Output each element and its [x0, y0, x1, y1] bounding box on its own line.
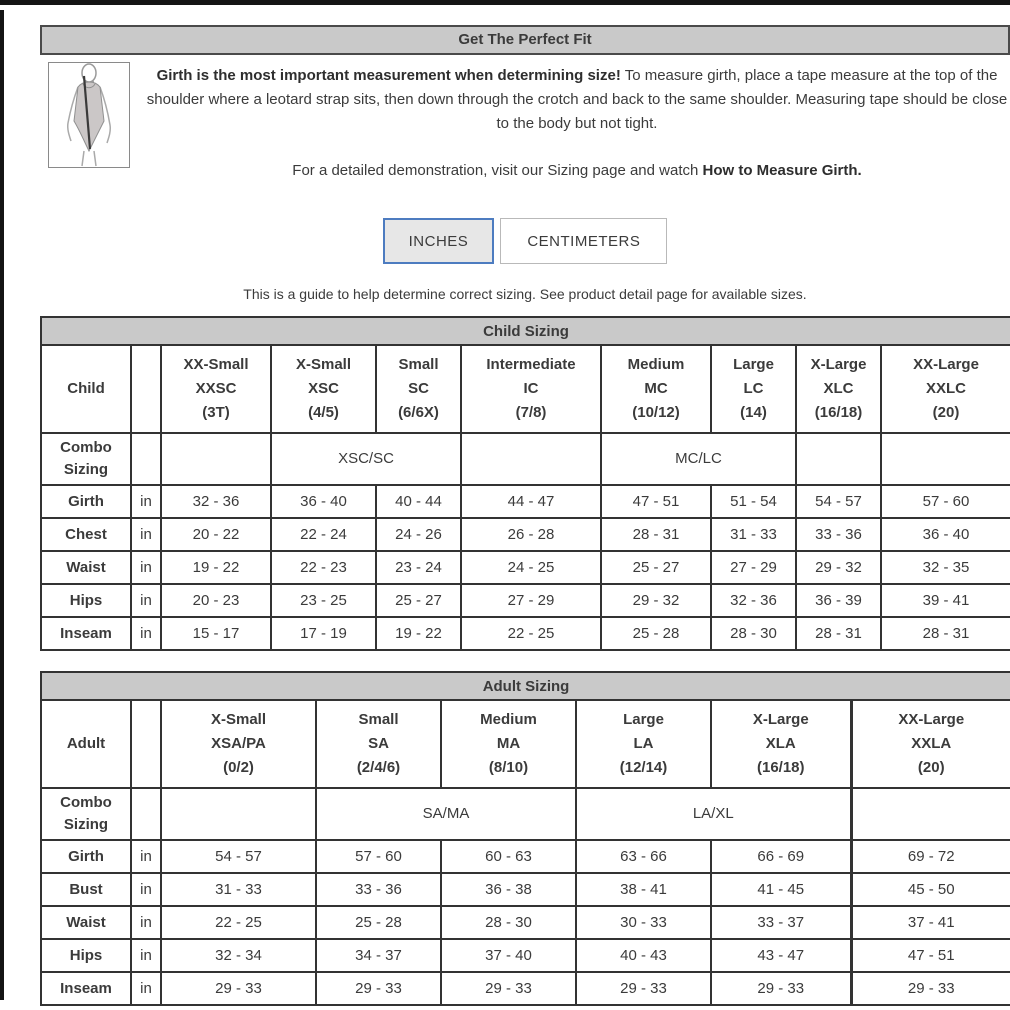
col-header-medium — [441, 700, 576, 788]
empty-cell — [161, 788, 316, 840]
value-cell: 41 - 45 — [711, 873, 851, 906]
value-cell: 28 - 31 — [601, 518, 711, 551]
child-table-title: Child Sizing — [41, 317, 1010, 345]
combo-xsc-sc: XSC/SC — [271, 433, 461, 485]
empty-cell — [851, 788, 1010, 840]
size-range: (12/14) — [619, 759, 668, 776]
col-header-x-large — [796, 345, 881, 433]
child-table-header-row — [41, 345, 1010, 433]
value-cell: 45 - 50 — [851, 873, 1010, 906]
value-cell: 32 - 35 — [881, 551, 1010, 584]
value-cell: 25 - 28 — [601, 617, 711, 650]
size-range: (2/4/6) — [356, 759, 401, 776]
value-cell: 38 - 41 — [576, 873, 711, 906]
combo-sizing-label: Combo Sizing — [41, 788, 131, 840]
demo-bold: How to Measure Girth. — [702, 162, 862, 179]
value-cell: 22 - 23 — [271, 551, 376, 584]
demo-prefix: For a detailed demonstration, visit our Sizing page and watch — [292, 162, 703, 179]
value-cell: 60 - 63 — [441, 840, 576, 873]
screenshot-top-border — [0, 0, 1010, 5]
row-label: Girth — [41, 840, 131, 873]
value-cell: 24 - 26 — [376, 518, 461, 551]
size-code: SA — [368, 735, 389, 752]
unit-col-header — [131, 345, 161, 433]
value-cell: 27 - 29 — [711, 551, 796, 584]
size-name: XX-Large — [898, 711, 965, 728]
size-name: X-Small — [295, 356, 352, 373]
value-cell: 40 - 43 — [576, 939, 711, 972]
table-row — [41, 551, 1010, 584]
child-sizing-table — [40, 316, 1010, 651]
value-cell: 32 - 36 — [711, 584, 796, 617]
value-cell: 25 - 28 — [316, 906, 441, 939]
value-cell: 33 - 36 — [796, 518, 881, 551]
value-cell: 20 - 22 — [161, 518, 271, 551]
value-cell: 31 - 33 — [711, 518, 796, 551]
empty-cell — [461, 433, 601, 485]
combo-la-xl: LA/XL — [576, 788, 851, 840]
value-cell: 33 - 37 — [711, 906, 851, 939]
empty-cell — [881, 433, 1010, 485]
table-row — [41, 485, 1010, 518]
centimeters-button[interactable]: CENTIMETERS — [500, 218, 667, 264]
unit-cell: in — [131, 972, 161, 1005]
unit-cell: in — [131, 906, 161, 939]
value-cell: 39 - 41 — [881, 584, 1010, 617]
unit-cell: in — [131, 840, 161, 873]
row-label: Waist — [41, 906, 131, 939]
size-name: X-Small — [210, 711, 267, 728]
demo-line — [144, 162, 1010, 179]
size-name: Medium — [627, 356, 685, 373]
intro-section — [40, 62, 1010, 194]
value-cell: 36 - 40 — [271, 485, 376, 518]
value-cell: 30 - 33 — [576, 906, 711, 939]
col-header-small — [316, 700, 441, 788]
row-label: Hips — [41, 939, 131, 972]
value-cell: 23 - 24 — [376, 551, 461, 584]
value-cell: 57 - 60 — [316, 840, 441, 873]
table-row — [41, 873, 1010, 906]
value-cell: 54 - 57 — [161, 840, 316, 873]
size-name: Medium — [480, 711, 537, 728]
col-header-xx-large — [851, 700, 1010, 788]
col-header-x-large — [711, 700, 851, 788]
unit-cell: in — [131, 617, 161, 650]
size-range: (3T) — [202, 404, 230, 421]
value-cell: 22 - 25 — [161, 906, 316, 939]
size-code: XXLA — [911, 735, 952, 752]
value-cell: 29 - 33 — [161, 972, 316, 1005]
value-cell: 69 - 72 — [851, 840, 1010, 873]
girth-measurement-figure — [48, 62, 130, 168]
empty-cell — [131, 788, 161, 840]
empty-cell — [796, 433, 881, 485]
child-table-title-row — [41, 317, 1010, 345]
value-cell: 32 - 36 — [161, 485, 271, 518]
empty-cell — [131, 433, 161, 485]
row-label: Chest — [41, 518, 131, 551]
adult-table-corner: Adult — [41, 700, 131, 788]
value-cell: 22 - 25 — [461, 617, 601, 650]
size-code: XLA — [765, 735, 796, 752]
value-cell: 47 - 51 — [601, 485, 711, 518]
size-code: MC — [644, 380, 668, 397]
size-name: X-Large — [810, 356, 867, 373]
size-range: (16/18) — [756, 759, 805, 776]
combo-mc-lc: MC/LC — [601, 433, 796, 485]
combo-sa-ma: SA/MA — [316, 788, 576, 840]
size-range: (20) — [932, 404, 960, 421]
size-range: (0/2) — [223, 759, 254, 776]
unit-cell: in — [131, 584, 161, 617]
value-cell: 28 - 30 — [711, 617, 796, 650]
size-name: Small — [358, 711, 399, 728]
value-cell: 28 - 31 — [796, 617, 881, 650]
size-range: (16/18) — [814, 404, 863, 421]
value-cell: 34 - 37 — [316, 939, 441, 972]
unit-toggle — [40, 218, 1010, 264]
value-cell: 44 - 47 — [461, 485, 601, 518]
row-label: Waist — [41, 551, 131, 584]
value-cell: 32 - 34 — [161, 939, 316, 972]
value-cell: 20 - 23 — [161, 584, 271, 617]
size-range: (14) — [740, 404, 767, 421]
value-cell: 57 - 60 — [881, 485, 1010, 518]
table-row — [41, 939, 1010, 972]
value-cell: 27 - 29 — [461, 584, 601, 617]
value-cell: 28 - 30 — [441, 906, 576, 939]
value-cell: 19 - 22 — [161, 551, 271, 584]
row-label: Bust — [41, 873, 131, 906]
value-cell: 37 - 40 — [441, 939, 576, 972]
value-cell: 33 - 36 — [316, 873, 441, 906]
size-range: (6/6X) — [398, 404, 439, 421]
page-title: Get The Perfect Fit — [40, 25, 1010, 55]
value-cell: 23 - 25 — [271, 584, 376, 617]
inches-button[interactable]: INCHES — [383, 218, 495, 264]
adult-table-title-row — [41, 672, 1010, 700]
unit-col-header — [131, 700, 161, 788]
table-row — [41, 840, 1010, 873]
child-combo-row — [41, 433, 1010, 485]
unit-cell: in — [131, 518, 161, 551]
value-cell: 29 - 33 — [851, 972, 1010, 1005]
size-range: (7/8) — [515, 404, 547, 421]
row-label: Inseam — [41, 972, 131, 1005]
value-cell: 29 - 33 — [711, 972, 851, 1005]
size-code: IC — [523, 380, 539, 397]
value-cell: 31 - 33 — [161, 873, 316, 906]
size-code: XSC — [308, 380, 339, 397]
combo-sizing-label: Combo Sizing — [41, 433, 131, 485]
size-range: (10/12) — [632, 404, 680, 421]
value-cell: 51 - 54 — [711, 485, 796, 518]
size-name: Small — [398, 356, 439, 373]
col-header-x-small — [161, 700, 316, 788]
size-code: XLC — [823, 380, 854, 397]
size-name: XX-Large — [913, 356, 979, 373]
value-cell: 25 - 27 — [601, 551, 711, 584]
unit-cell: in — [131, 551, 161, 584]
value-cell: 47 - 51 — [851, 939, 1010, 972]
unit-cell: in — [131, 873, 161, 906]
leotard-figure-icon — [49, 63, 129, 167]
value-cell: 29 - 32 — [796, 551, 881, 584]
screenshot-left-border — [0, 10, 4, 1000]
size-code: XSA/PA — [211, 735, 266, 752]
value-cell: 40 - 44 — [376, 485, 461, 518]
table-row — [41, 617, 1010, 650]
adult-table-title: Adult Sizing — [41, 672, 1010, 700]
size-range: (20) — [917, 759, 945, 776]
col-header-medium — [601, 345, 711, 433]
intro-text-column — [130, 62, 1010, 194]
row-label: Hips — [41, 584, 131, 617]
value-cell: 36 - 39 — [796, 584, 881, 617]
value-cell: 54 - 57 — [796, 485, 881, 518]
value-cell: 29 - 33 — [576, 972, 711, 1005]
size-name: Intermediate — [486, 356, 576, 373]
size-code: LC — [743, 380, 764, 397]
col-header-xx-small — [161, 345, 271, 433]
col-header-small — [376, 345, 461, 433]
adult-sizing-table — [40, 671, 1010, 1006]
table-row — [41, 972, 1010, 1005]
size-code: XXSC — [195, 380, 237, 397]
value-cell: 29 - 33 — [441, 972, 576, 1005]
col-header-large — [711, 345, 796, 433]
col-header-xx-large — [881, 345, 1010, 433]
size-name: XX-Small — [183, 356, 249, 373]
sizing-guide-note: This is a guide to help determine correct sizing. See product detail page for available sizes. — [243, 286, 807, 302]
girth-instructions — [144, 64, 1010, 136]
child-table-corner: Child — [41, 345, 131, 433]
girth-instructions-rest: To measure girth, place a tape measure at the top of the shoulder where a leotard strap sits, then down through the crotch and back to the same shoulder. Measuring tape should be close to the body but not tight. — [146, 67, 1008, 132]
size-range: (8/10) — [488, 759, 529, 776]
adult-combo-row — [41, 788, 1010, 840]
value-cell: 15 - 17 — [161, 617, 271, 650]
size-code: XXLC — [926, 380, 967, 397]
adult-table-header-row — [41, 700, 1010, 788]
value-cell: 24 - 25 — [461, 551, 601, 584]
col-header-intermediate — [461, 345, 601, 433]
value-cell: 28 - 31 — [881, 617, 1010, 650]
table-row — [41, 584, 1010, 617]
value-cell: 17 - 19 — [271, 617, 376, 650]
value-cell: 22 - 24 — [271, 518, 376, 551]
empty-cell — [161, 433, 271, 485]
sizing-guide-page — [40, 25, 1010, 1006]
table-row — [41, 518, 1010, 551]
value-cell: 63 - 66 — [576, 840, 711, 873]
size-name: X-Large — [752, 711, 809, 728]
value-cell: 19 - 22 — [376, 617, 461, 650]
value-cell: 26 - 28 — [461, 518, 601, 551]
value-cell: 37 - 41 — [851, 906, 1010, 939]
size-name: Large — [733, 356, 774, 373]
value-cell: 25 - 27 — [376, 584, 461, 617]
value-cell: 36 - 40 — [881, 518, 1010, 551]
size-name: Large — [623, 711, 664, 728]
row-label: Inseam — [41, 617, 131, 650]
value-cell: 43 - 47 — [711, 939, 851, 972]
size-code: LA — [633, 735, 654, 752]
col-header-large — [576, 700, 711, 788]
girth-instructions-bold: Girth is the most important measurement when determining size! — [156, 67, 621, 84]
col-header-x-small — [271, 345, 376, 433]
size-code: SC — [408, 380, 429, 397]
value-cell: 66 - 69 — [711, 840, 851, 873]
row-label: Girth — [41, 485, 131, 518]
unit-cell: in — [131, 939, 161, 972]
unit-cell: in — [131, 485, 161, 518]
value-cell: 29 - 33 — [316, 972, 441, 1005]
value-cell: 36 - 38 — [441, 873, 576, 906]
size-range: (4/5) — [308, 404, 339, 421]
size-code: MA — [496, 735, 521, 752]
value-cell: 29 - 32 — [601, 584, 711, 617]
table-row — [41, 906, 1010, 939]
